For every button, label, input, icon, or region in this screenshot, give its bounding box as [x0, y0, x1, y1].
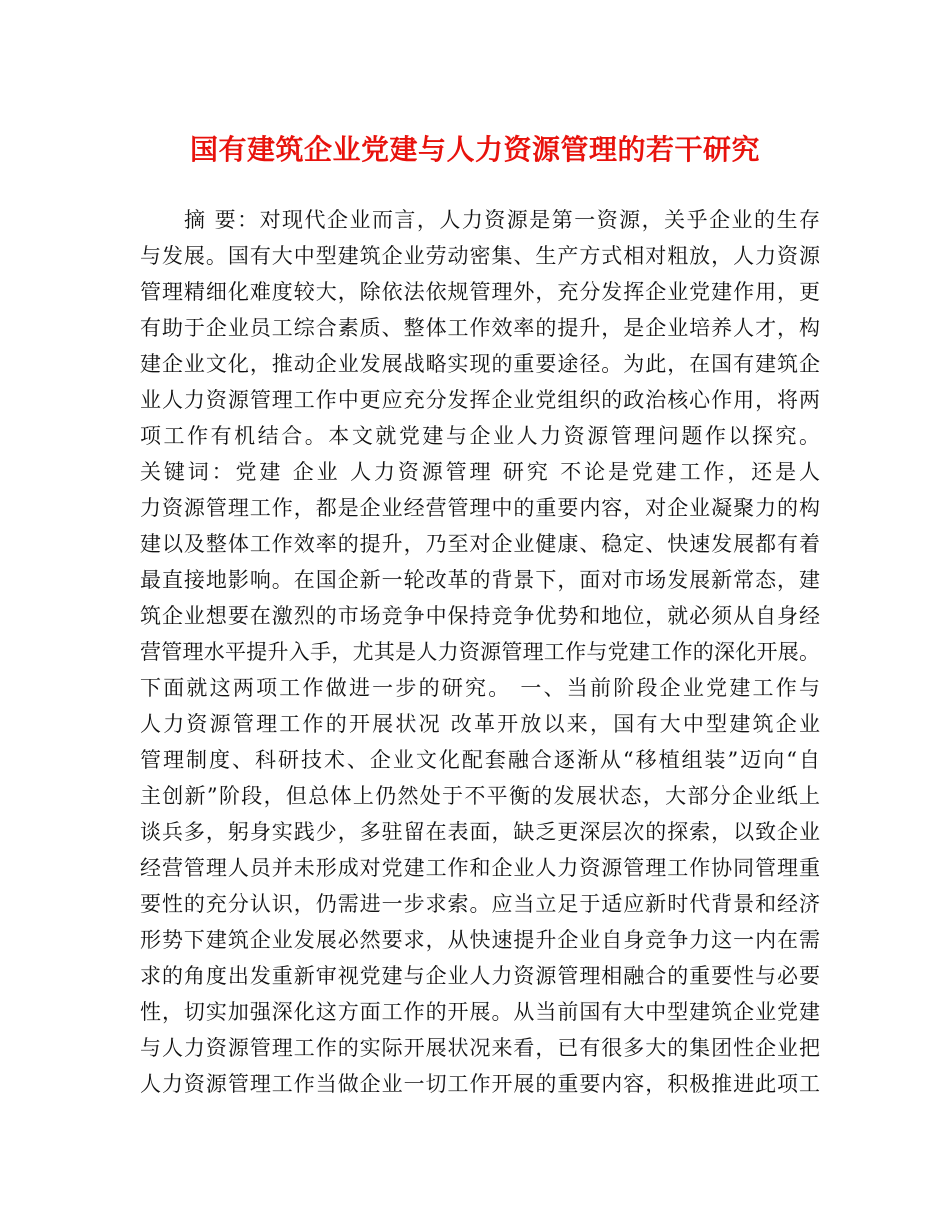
document-title: 国有建筑企业党建与人力资源管理的若干研究 — [189, 133, 760, 166]
text-line: 主创新”阶段，但总体上仍然处于不平衡的发展状态，大部分企业纸上 — [140, 784, 820, 808]
text-line: 人力资源管理工作的开展状况 改革开放以来，国有大中型建筑企业 — [140, 712, 820, 736]
text-line: 最直接地影响。在国企新一轮改革的背景下，面对市场发展新常态，建 — [140, 568, 820, 592]
text-line: 力资源管理工作，都是企业经营管理中的重要内容，对企业凝聚力的构 — [140, 496, 820, 520]
text-line: 建企业文化，推动企业发展战略实现的重要途径。为此，在国有建筑企 — [140, 352, 820, 376]
text-line: 管理制度、科研技术、企业文化配套融合逐渐从“移植组装”迈向“自 — [140, 748, 820, 772]
text-line: 求的角度出发重新审视党建与企业人力资源管理相融合的重要性与必要 — [140, 964, 820, 988]
text-line: 管理精细化难度较大，除依法依规管理外，充分发挥企业党建作用，更 — [140, 280, 820, 304]
text-line: 与发展。国有大中型建筑企业劳动密集、生产方式相对粗放，人力资源 — [140, 244, 820, 268]
text-line: 建以及整体工作效率的提升，乃至对企业健康、稳定、快速发展都有着 — [140, 532, 820, 556]
text-line: 人力资源管理工作当做企业一切工作开展的重要内容，积极推进此项工 — [140, 1072, 820, 1096]
text-line: 下面就这两项工作做进一步的研究。 一、当前阶段企业党建工作与 — [140, 676, 820, 700]
text-line: 要性的充分认识，仍需进一步求索。应当立足于适应新时代背景和经济 — [140, 892, 820, 916]
text-line: 摘 要：对现代企业而言，人力资源是第一资源，关乎企业的生存 — [184, 208, 820, 232]
text-line: 筑企业想要在激烈的市场竞争中保持竞争优势和地位，就必须从自身经 — [140, 604, 820, 628]
text-line: 谈兵多，躬身实践少，多驻留在表面，缺乏更深层次的探索，以致企业 — [140, 820, 820, 844]
text-line: 形势下建筑企业发展必然要求，从快速提升企业自身竞争力这一内在需 — [140, 928, 820, 952]
text-line: 业人力资源管理工作中更应充分发挥企业党组织的政治核心作用，将两 — [140, 388, 820, 412]
text-line: 项工作有机结合。本文就党建与企业人力资源管理问题作以探究。 — [140, 424, 820, 448]
text-line: 营管理水平提升入手，尤其是人力资源管理工作与党建工作的深化开展。 — [140, 640, 820, 664]
text-line: 关键词：党建 企业 人力资源管理 研究 不论是党建工作，还是人 — [140, 460, 820, 484]
text-line: 有助于企业员工综合素质、整体工作效率的提升，是企业培养人才，构 — [140, 316, 820, 340]
text-line: 经营管理人员并未形成对党建工作和企业人力资源管理工作协同管理重 — [140, 856, 820, 880]
text-line: 与人力资源管理工作的实际开展状况来看，已有很多大的集团性企业把 — [140, 1036, 820, 1060]
text-line: 性，切实加强深化这方面工作的开展。从当前国有大中型建筑企业党建 — [140, 1000, 820, 1024]
